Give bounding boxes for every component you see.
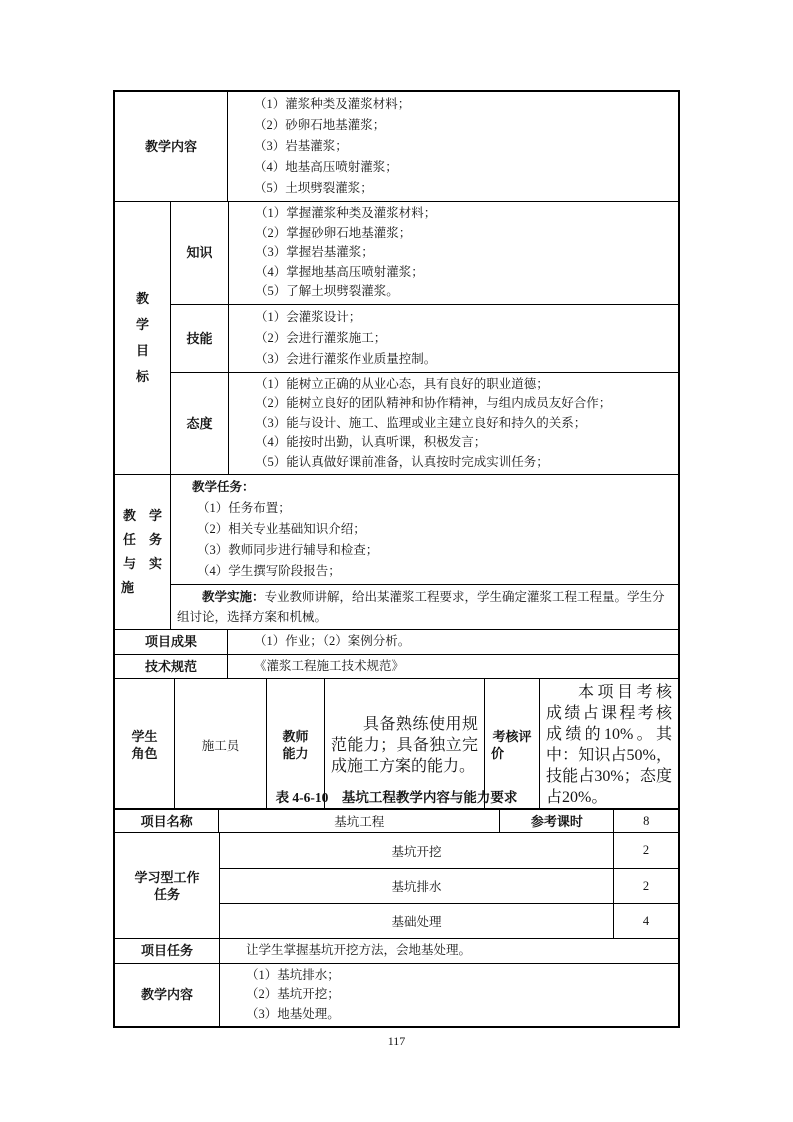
learning-task-name — [220, 904, 613, 938]
table-row-project-name — [115, 810, 678, 832]
objectives-label-char: 目 — [135, 343, 149, 358]
reference-hours-value-text: 8 — [643, 813, 650, 828]
list-item: （1）基坑排水； — [246, 967, 340, 982]
project-outcome-cell — [227, 630, 678, 654]
teacher-ability-label-line: 能力 — [282, 746, 309, 761]
objectives-label — [115, 202, 170, 474]
learning-task-name — [220, 869, 613, 903]
list-item: （1）会灌浆设计； — [255, 309, 362, 324]
list-item: （3）能与设计、施工、监理或业主建立良好和持久的关系； — [255, 415, 587, 430]
tasks-impl-label-line: 与 实 — [122, 556, 162, 571]
learning-task-row — [220, 833, 678, 868]
list-item: （4）学生撰写阶段报告； — [197, 564, 341, 578]
list-item: （5）土坝劈裂灌浆； — [254, 181, 373, 195]
list-item: （5）能认真做好课前准备，认真按时完成实训任务； — [255, 454, 549, 469]
list-item: （1）掌握灌浆种类及灌浆材料； — [255, 206, 437, 220]
table-row-teaching-content-2 — [115, 963, 678, 1027]
list-item: （2）相关专业基础知识介绍； — [197, 522, 366, 536]
teaching-content-cell — [227, 92, 678, 201]
teaching-implementation-paragraph — [177, 587, 672, 627]
project-name-label-text: 项目名称 — [140, 813, 193, 829]
project-name-value-text: 基坑工程 — [334, 815, 385, 829]
project-task-text: 让学生掌握基坑开挖方法，会地基处理。 — [246, 943, 472, 957]
teaching-content2-label — [115, 964, 219, 1027]
page-number: 117 — [387, 1034, 406, 1048]
list-item: （1）能树立正确的从业心态，具有良好的职业道德； — [255, 376, 549, 391]
learning-task-row — [220, 903, 678, 938]
reference-hours-label — [499, 810, 613, 832]
skills-cell — [228, 305, 678, 372]
learning-task-name-text: 基坑开挖 — [391, 844, 442, 859]
attitude-cell — [228, 373, 678, 475]
teaching-tasks-row — [171, 475, 678, 584]
teaching-content2-cell — [219, 964, 678, 1027]
objectives-label-char: 标 — [135, 369, 149, 384]
grouting-project-table — [113, 90, 680, 813]
table-row-teaching-content — [115, 92, 678, 201]
table-row-tasks-implementation — [115, 474, 678, 629]
list-item: （3）掌握岩基灌浆； — [255, 245, 374, 259]
project-task-label-text: 项目任务 — [140, 943, 193, 959]
learning-tasks-label — [115, 833, 219, 938]
tasks-impl-label-line: 施 — [121, 580, 135, 595]
teaching-tasks-cell — [171, 475, 678, 584]
teacher-ability-value-text: 具备熟练使用规范能力；具备独立完成施工方案的能力。 — [331, 715, 478, 775]
list-item: （3）岩基灌浆； — [254, 139, 348, 153]
student-role-label-line: 角色 — [131, 746, 158, 761]
learning-task-hours-text: 2 — [642, 843, 650, 857]
list-item: （1）任务布置； — [197, 501, 291, 515]
teaching-implementation-cell — [171, 585, 678, 629]
skills-label-text: 技能 — [186, 330, 213, 346]
list-item: （4）地基高压喷射灌浆； — [254, 160, 398, 174]
knowledge-row — [171, 202, 678, 304]
assessment-label-line: 价 — [491, 746, 505, 761]
learning-task-name — [220, 833, 613, 868]
project-task-label — [115, 939, 219, 963]
list-item: （3）会进行灌浆作业质量控制。 — [255, 351, 437, 366]
knowledge-label-text: 知识 — [186, 245, 213, 261]
learning-task-hours — [613, 904, 678, 938]
list-item: （2）基坑开挖； — [246, 987, 340, 1001]
objectives-label-char: 教 — [135, 291, 149, 306]
reference-hours-label-text: 参考课时 — [530, 813, 583, 829]
assessment-label-line: 考核评 — [492, 729, 532, 744]
teaching-implementation-row — [171, 584, 678, 629]
technical-standard-cell — [227, 655, 678, 679]
project-outcome-label — [115, 630, 227, 654]
learning-task-hours-text: 2 — [642, 878, 650, 893]
student-role-label-line: 学生 — [131, 729, 158, 744]
assessment-value-text: 本项目考核成绩占课程考核成绩的10%。其中：知识占50%，技能占30%；态度占20%。 — [546, 684, 672, 806]
teaching-implementation-heading: 教学实施： — [202, 590, 265, 604]
teaching-content-label — [115, 92, 227, 201]
list-item: （5）了解土坝劈裂灌浆。 — [255, 284, 399, 298]
list-item: （3）地基处理。 — [246, 1006, 340, 1021]
foundation-pit-table — [113, 808, 680, 1028]
teaching-content2-label-text: 教学内容 — [140, 987, 193, 1003]
table-row-project-outcome — [115, 629, 678, 654]
learning-task-row — [220, 868, 678, 903]
teaching-content-label-text: 教学内容 — [144, 139, 197, 154]
attitude-row — [171, 372, 678, 475]
list-item: （1）灌浆种类及灌浆材料； — [254, 97, 411, 111]
attitude-label — [171, 373, 228, 475]
learning-tasks-label-line: 任务 — [153, 886, 180, 902]
skills-row — [171, 304, 678, 372]
list-item: （2）能树立良好的团队精神和协作精神，与组内成员友好合作； — [255, 396, 612, 410]
learning-task-name-text: 基坑排水 — [391, 880, 442, 894]
learning-task-name-text: 基础处理 — [391, 915, 442, 929]
student-role-value-text: 施工员 — [201, 739, 240, 753]
objectives-label-char: 学 — [135, 317, 149, 332]
table-row-learning-tasks — [115, 832, 678, 938]
learning-task-hours — [613, 833, 678, 868]
skills-label — [171, 305, 228, 372]
table-row-technical-standard — [115, 654, 678, 679]
list-item: （3）教师同步进行辅导和检查； — [197, 543, 379, 557]
list-item: （2）掌握砂卵石地基灌浆； — [255, 225, 412, 240]
learning-tasks-label-line: 学习型工作 — [134, 869, 200, 885]
table-row-project-task — [115, 938, 678, 963]
list-item: （4）能按时出勤，认真听课，积极发言； — [255, 435, 487, 449]
list-item: （2）砂卵石地基灌浆； — [254, 118, 386, 132]
technical-standard-label — [115, 655, 227, 679]
teaching-tasks-heading: 教学任务： — [192, 480, 255, 494]
tasks-implementation-label — [115, 475, 170, 629]
learning-tasks-subrows — [219, 833, 678, 938]
technical-standard-text: 《灌浆工程施工技术规范》 — [254, 658, 405, 673]
project-name-label — [115, 810, 218, 832]
project-outcome-text: （1）作业；（2）案例分析。 — [254, 634, 411, 648]
project-name-value — [218, 810, 499, 832]
tasks-impl-label-line: 教 学 — [122, 508, 162, 523]
tasks-impl-label-line: 任 务 — [122, 532, 162, 547]
teaching-implementation-text: 专业教师讲解，给出某灌浆工程要求，学生确定灌浆工程工程量。学生分组讨论，选择方案和机械。 — [177, 590, 665, 624]
list-item: （2）会进行灌浆施工； — [255, 330, 387, 345]
table2-title: 表 4-6-10 基坑工程教学内容与能力要求 — [275, 790, 518, 805]
reference-hours-value — [613, 810, 678, 832]
teacher-ability-label-line: 教师 — [282, 729, 309, 744]
learning-task-hours-text: 4 — [642, 913, 650, 928]
project-outcome-label-text: 项目成果 — [144, 634, 197, 650]
project-task-cell — [219, 939, 678, 963]
tasks-implementation-subrows — [170, 475, 678, 629]
technical-standard-label-text: 技术规范 — [144, 658, 197, 674]
objectives-subrows — [170, 202, 678, 474]
attitude-label-text: 态度 — [186, 415, 213, 431]
table-row-objectives — [115, 201, 678, 474]
knowledge-label — [171, 202, 228, 304]
knowledge-cell — [228, 202, 678, 304]
learning-task-hours — [613, 869, 678, 903]
list-item: （4）掌握地基高压喷射灌浆； — [255, 264, 424, 279]
